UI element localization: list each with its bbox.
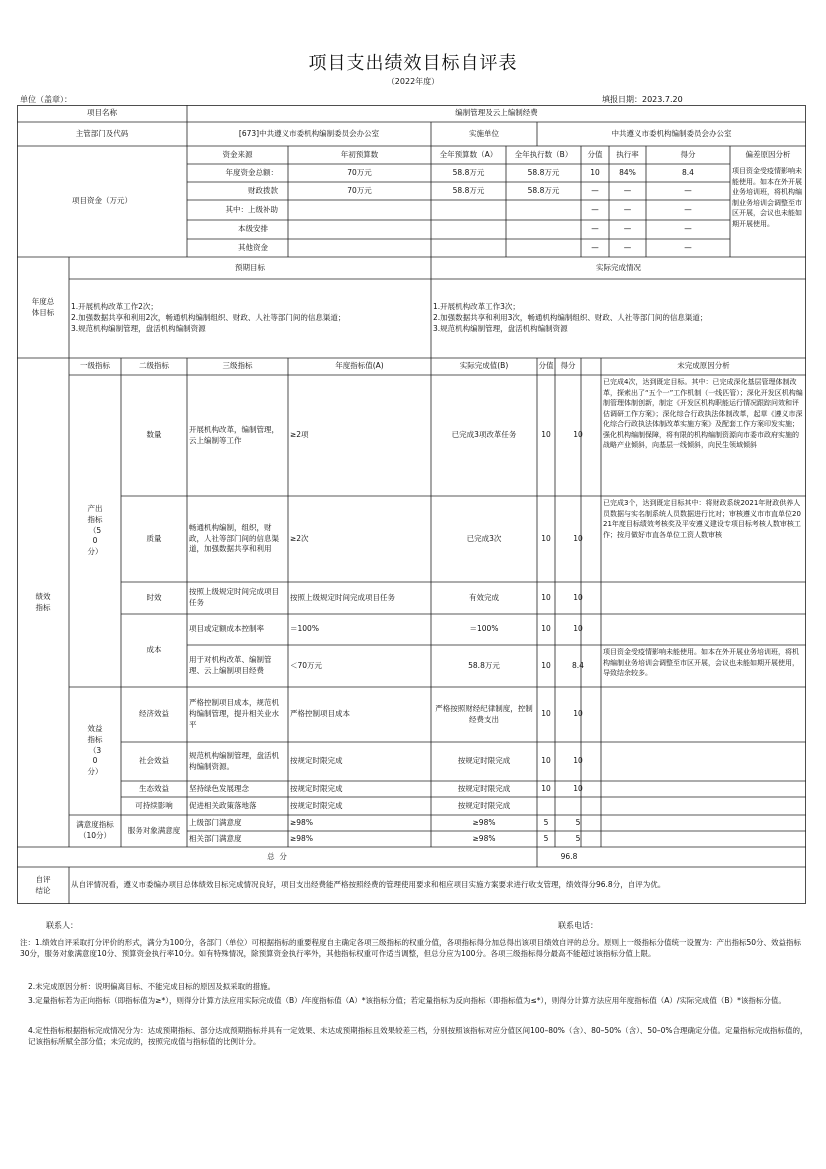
l2-indicator: 生态效益 [139, 783, 169, 793]
dept-label: 主管部门及代码 [75, 128, 129, 138]
total-label: 总 分 [267, 851, 287, 861]
actual-value: ＝100% [469, 624, 499, 634]
score-value: 10 [541, 756, 551, 766]
note-2: 2.未完成原因分析：说明偏离目标、不能完成目标的原因及拟采取的措施。 [28, 982, 276, 991]
funds-cell [288, 200, 431, 220]
score-value: 10 [541, 709, 551, 719]
l3-indicator: 上级部门满意度 [189, 817, 242, 827]
l3-indicator: 用于对机构改革、编制管理、云上编制项目经费 [189, 655, 272, 675]
l3-indicator: 畅通机构编制，组织，财政，人社等部门间的信息渠道，加强数据共享和利用 [189, 522, 279, 554]
funds-cell: — [623, 185, 632, 195]
satisfaction-indicator-label: 满意度指标（10分） [76, 820, 114, 840]
l2-indicator: 质量 [146, 533, 162, 543]
actual-value: ≥98% [472, 817, 496, 827]
funds-cell: — [623, 242, 632, 252]
perf-header: 实际完成值(B) [459, 361, 509, 371]
overall-label: 年度总体目标 [31, 296, 55, 317]
actual-value: 已完成3项改革任务 [451, 430, 517, 440]
perf-header: 未完成原因分析 [677, 361, 730, 371]
funds-cell: 70万元 [347, 167, 372, 177]
year-label: （2022年度） [386, 77, 440, 86]
l3-indicator: 促进相关政策落地落 [189, 800, 257, 810]
funds-header: 偏差原因分析 [745, 149, 791, 159]
got-value: 10 [573, 430, 583, 440]
actual-value: 按规定时限完成 [457, 756, 511, 766]
score-value: 10 [541, 430, 551, 440]
funds-header: 年初预算数 [340, 149, 379, 159]
got-value: 10 [573, 592, 583, 602]
deviation-note: 已完成4次，达到既定目标。其中：已完成深化基层管理体制改革，探索出了“五个一”工作机制（一线匹管）；深化开发区机构编制管理体制创新，制定《开发区机构职能运行情况跟踪问效和评估调研工作方案》；深化综合行政执法体制改革，起草《遵义市深化综合行政执法体制改革实施方案》及配套工作方案印发实施；强化机构编制保障，将有限的机构编制资源向市委市政府实施的战略产业倾斜，向基层一线倾斜，向民生领域倾斜 [603, 378, 803, 449]
funds-cell: 年度资金总额： [225, 167, 278, 177]
l3-indicator: 严格控制项目成本，规范机构编制管理，提升相关业水平 [189, 698, 279, 729]
actual-goals: 1.开展机构改革工作3次； 2.加强数据共享和利用3次，畅通机构编制组织、财政、人社等部门间的信息渠道； 3.规范机构编制管理，盘活机构编制资源 [433, 302, 708, 333]
funds-header: 全年预算数（A） [439, 149, 498, 159]
deviation-note: 已完成3个，达到既定目标其中：将财政系统2021年财政供养人员数据与实名制系统人员数据进行比对；审核遵义市市直单位2021年度目标绩效考核奖及平安遵义建设专项目标考核人数审核工作；按月做好市直各单位工资人数审核 [603, 499, 801, 539]
funds-cell: 本级安排 [238, 224, 268, 234]
funds-cell [431, 239, 506, 257]
l2-indicator: 可持续影响 [135, 800, 173, 810]
actual-label: 实际完成情况 [596, 262, 641, 272]
funds-cell [506, 220, 581, 239]
page-title: 项目支出绩效目标自评表 [308, 53, 518, 74]
deviation-note: 项目资金受疫情影响未能使用。如本在外开展业务培训班，将机构编制业务培训会调整至市区开展，会议也未能如期开展使用，导致结余较多。 [603, 648, 799, 677]
perf-header: 年度指标值(A) [335, 361, 384, 371]
target-value: 严格控制项目成本 [290, 709, 350, 719]
perf-header: 二级指标 [139, 361, 169, 371]
score-value: 10 [541, 592, 551, 602]
actual-value: 按规定时限完成 [457, 783, 511, 793]
got-value: 5 [575, 833, 581, 843]
target-value: ＝100% [290, 624, 319, 634]
l3-indicator: 相关部门满意度 [189, 833, 242, 843]
funds-cell: 财政拨款 [248, 185, 278, 195]
actual-value: 严格按照财经纪律制度，控制经费支出 [435, 703, 533, 724]
output-indicator-label: 产出指标（50分） [87, 503, 103, 557]
l3-indicator: 规范机构编制管理，盘活机构编制资源。 [189, 750, 279, 771]
l3-indicator: 开展机构改革，编制管理，云上编制等工作 [189, 424, 279, 445]
impl-label: 实施单位 [469, 128, 499, 138]
target-value: ≥2项 [290, 430, 309, 440]
unit-label: 单位（盖章）： [20, 95, 72, 104]
target-value: 按规定时限完成 [290, 756, 343, 766]
l2-indicator: 社会效益 [139, 756, 169, 766]
evaluation-table [17, 105, 806, 905]
funds-cell: 58.8万元 [527, 167, 560, 177]
funds-cell: 10 [590, 167, 600, 177]
impl-value: 中共遵义市委机构编制委员会办公室 [611, 128, 732, 138]
l3-indicator: 项目或定额成本控制率 [189, 624, 264, 634]
funds-cell: — [623, 224, 632, 234]
l2-satisfaction: 服务对象满意度 [127, 825, 181, 835]
contact-phone: 联系电话： [558, 921, 598, 930]
perf-header: 三级指标 [222, 361, 253, 371]
actual-value: ≥98% [472, 833, 496, 843]
fill-date: 填报日期：2023.7.20 [602, 95, 683, 104]
note-1: 注：1.绩效自评采取打分评价的形式，满分为100分，各部门（单位）可根据指标的重要程度自主确定各项三级指标的权重分值，各项指标得分加总得出该项目绩效自评的总分。原则上一级指标分值统一设置为：产出指标50分、效益指标30分，服务对象满意度10分、预算资金执行率10分。如有特殊情况，除预算资金执行率外，其他指标权重可作适当调整，但总分应为100分。各项三级指标得分最高不能超过该指标分值上限。 [20, 938, 802, 958]
target-value: ≥98% [290, 817, 313, 827]
project-name: 编制管理及云上编制经费 [455, 108, 538, 118]
target-value: 按规定时限完成 [290, 783, 343, 793]
got-value: 8.4 [572, 660, 584, 670]
funds-cell: — [623, 204, 632, 214]
perf-label: 绩效指标 [35, 591, 51, 612]
funds-cell: 其中：上级补助 [225, 204, 278, 214]
funds-cell: 70万元 [347, 185, 372, 195]
funds-cell: 84% [619, 167, 636, 177]
funds-cell: — [684, 242, 692, 252]
got-value: 10 [573, 756, 583, 766]
expected-label: 预期目标 [235, 262, 265, 272]
note-3: 3.定量指标若为正向指标（即指标值为≥*），则得分计算方法应用实际完成值（B）/年度指标值（A）*该指标分值；若定量指标为反向指标（即指标值为≤*），则得分计算方法应用年度指标值（A）/实际完成值（B）*该指标分值。 [28, 996, 786, 1005]
funds-cell [288, 239, 431, 257]
funds-cell: 58.8万元 [527, 185, 560, 195]
score-value: 10 [541, 660, 551, 670]
score-value [537, 797, 555, 815]
score-value: 10 [541, 783, 551, 793]
self-eval-text: 从自评情况看，遵义市委编办项目总体绩效目标完成情况良好，项目支出经费能严格按照经费的管理使用要求和相应项目实施方案要求进行收支管理，绩效得分96.8分，自评为优。 [71, 880, 666, 890]
perf-header: 得分 [560, 361, 576, 371]
self-eval-label: 自评结论 [35, 874, 51, 895]
score-value: 10 [541, 624, 551, 634]
funds-cell: 其他资金 [238, 242, 268, 252]
funds-reason: 项目资金受疫情影响未能使用。如本在外开展业务培训班，将机构编制业务培训会调整至市区开展，会议也未能如期开展使用。 [732, 167, 802, 228]
got-value: 5 [575, 817, 581, 827]
target-value: ＜70万元 [290, 660, 323, 670]
funds-cell [431, 220, 506, 239]
benefit-indicator-label: 效益指标（30分） [87, 723, 103, 777]
funds-cell [506, 200, 581, 220]
score-value: 5 [543, 833, 549, 843]
funds-cell: — [591, 185, 599, 195]
perf-header: 一级指标 [80, 361, 110, 371]
funds-cell: — [684, 224, 692, 234]
funds-cell [506, 239, 581, 257]
got-value: 10 [573, 709, 583, 719]
score-value: 5 [543, 817, 549, 827]
funds-cell: 8.4 [682, 167, 694, 177]
funds-label: 项目资金（万元） [72, 196, 132, 206]
dept-value: [673]中共遵义市委机构编制委员会办公室 [238, 128, 380, 138]
contact-person: 联系人： [46, 921, 78, 930]
score-value: 10 [541, 533, 551, 543]
funds-cell: 58.8万元 [452, 167, 485, 177]
l2-indicator: 时效 [146, 592, 162, 602]
funds-cell: — [684, 185, 692, 195]
funds-cell: — [591, 224, 599, 234]
funds-header: 资金来源 [222, 149, 253, 159]
funds-cell: — [684, 204, 692, 214]
funds-cell: — [591, 242, 599, 252]
l2-indicator: 经济效益 [139, 709, 169, 719]
perf-header: 分值 [538, 361, 554, 371]
funds-header: 执行率 [616, 149, 639, 159]
target-value: ≥98% [290, 833, 313, 843]
target-value: 按规定时限完成 [290, 800, 343, 810]
got-value: 10 [573, 533, 583, 543]
actual-value: 已完成3次 [466, 533, 502, 543]
funds-cell: 58.8万元 [452, 185, 485, 195]
target-value: 按照上级规定时间完成项目任务 [290, 592, 395, 602]
funds-cell [431, 200, 506, 220]
actual-value: 58.8万元 [468, 660, 500, 670]
l2-cost: 成本 [146, 645, 162, 655]
actual-value: 按规定时限完成 [457, 800, 511, 810]
funds-header: 得分 [680, 149, 696, 159]
target-value: ≥2次 [290, 533, 309, 543]
got-value: 10 [573, 783, 583, 793]
l3-indicator: 坚持绿色发展理念 [189, 783, 249, 793]
got-value [555, 797, 601, 815]
funds-cell [288, 220, 431, 239]
actual-value: 有效完成 [469, 592, 499, 602]
project-name-label: 项目名称 [87, 108, 117, 118]
total-score: 96.8 [560, 851, 578, 861]
got-value: 10 [573, 624, 583, 634]
l3-indicator: 按照上级规定时间完成项目任务 [189, 587, 279, 607]
funds-header: 全年执行数（B） [514, 149, 573, 159]
note-4: 4.定性指标根据指标完成情况分为：达成预期指标、部分达成预期指标并具有一定效果、未达成预期指标且效果较差三档，分别按照该指标对应分值区间100–80%（含）、80–50%（含）、50–0%合理确定分值。定量指标完成指标值的，记该指标所赋全部分值；未完成的，按照完成值与指标值的比例计分。 [28, 1026, 808, 1046]
l2-indicator: 数量 [146, 430, 162, 440]
funds-header: 分值 [587, 149, 603, 159]
funds-cell: — [591, 204, 599, 214]
expected-goals: 1.开展机构改革工作2次； 2.加强数据共享和利用2次，畅通机构编制组织、财政、人社等部门间的信息渠道； 3.规范机构编制管理，盘活机构编制资源 [71, 302, 346, 333]
